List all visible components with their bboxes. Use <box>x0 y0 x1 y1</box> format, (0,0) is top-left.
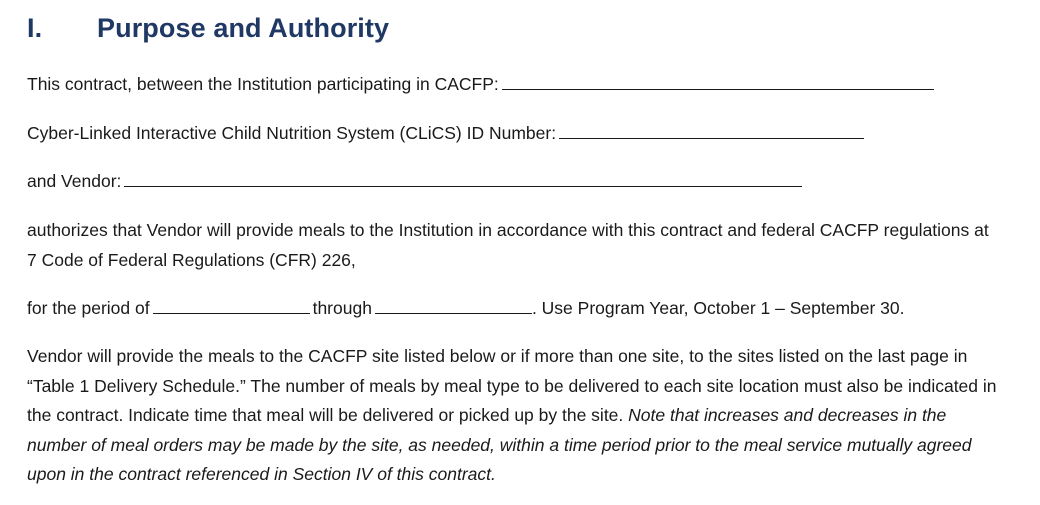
period-end-blank[interactable] <box>375 295 532 314</box>
period-prefix: for the period of <box>27 298 150 318</box>
period-through: through <box>312 298 372 318</box>
clics-line <box>27 119 867 148</box>
clics-label: Cyber-Linked Interactive Child Nutrition System (CLiCS) ID Number: <box>27 123 557 143</box>
institution-blank[interactable] <box>502 71 934 90</box>
vendor-label: and Vendor: <box>27 171 122 191</box>
authorizes-paragraph: authorizes that Vendor will provide meals to the Institution in accordance with this contract and federal CACFP regulations at 7 Code of Federal Regulations (CFR) 226, <box>27 220 989 270</box>
vendor-blank[interactable] <box>124 168 802 187</box>
vendor-paragraph-text: Vendor will provide the meals to the CACFP site listed below or if more than one site, to the sites listed on the last page in “Table 1 Delivery Schedule.” The number of meals by meal type to be delivered to each site location must also be indicated in the contract. Indicate time that meal will be delivered or picked up by the site. <box>27 346 997 425</box>
vendor-paragraph <box>27 342 1002 490</box>
clics-id-blank[interactable] <box>559 120 864 139</box>
period-line <box>27 294 905 323</box>
period-start-blank[interactable] <box>153 295 310 314</box>
section-title: Purpose and Authority <box>97 12 390 43</box>
institution-label: This contract, between the Institution participating in CACFP: <box>27 74 499 94</box>
vendor-line <box>27 167 805 196</box>
vendor-paragraph-note: Note that increases and decreases in the number of meal orders may be made by the site, as needed, within a time period prior to the meal service mutually agreed upon in the contract referenced in Section IV of this contract. <box>27 405 972 484</box>
section-number: I. <box>27 12 43 43</box>
section-heading <box>27 11 389 45</box>
institution-line <box>27 70 937 99</box>
period-suffix: . Use Program Year, October 1 – September 30. <box>531 298 905 318</box>
